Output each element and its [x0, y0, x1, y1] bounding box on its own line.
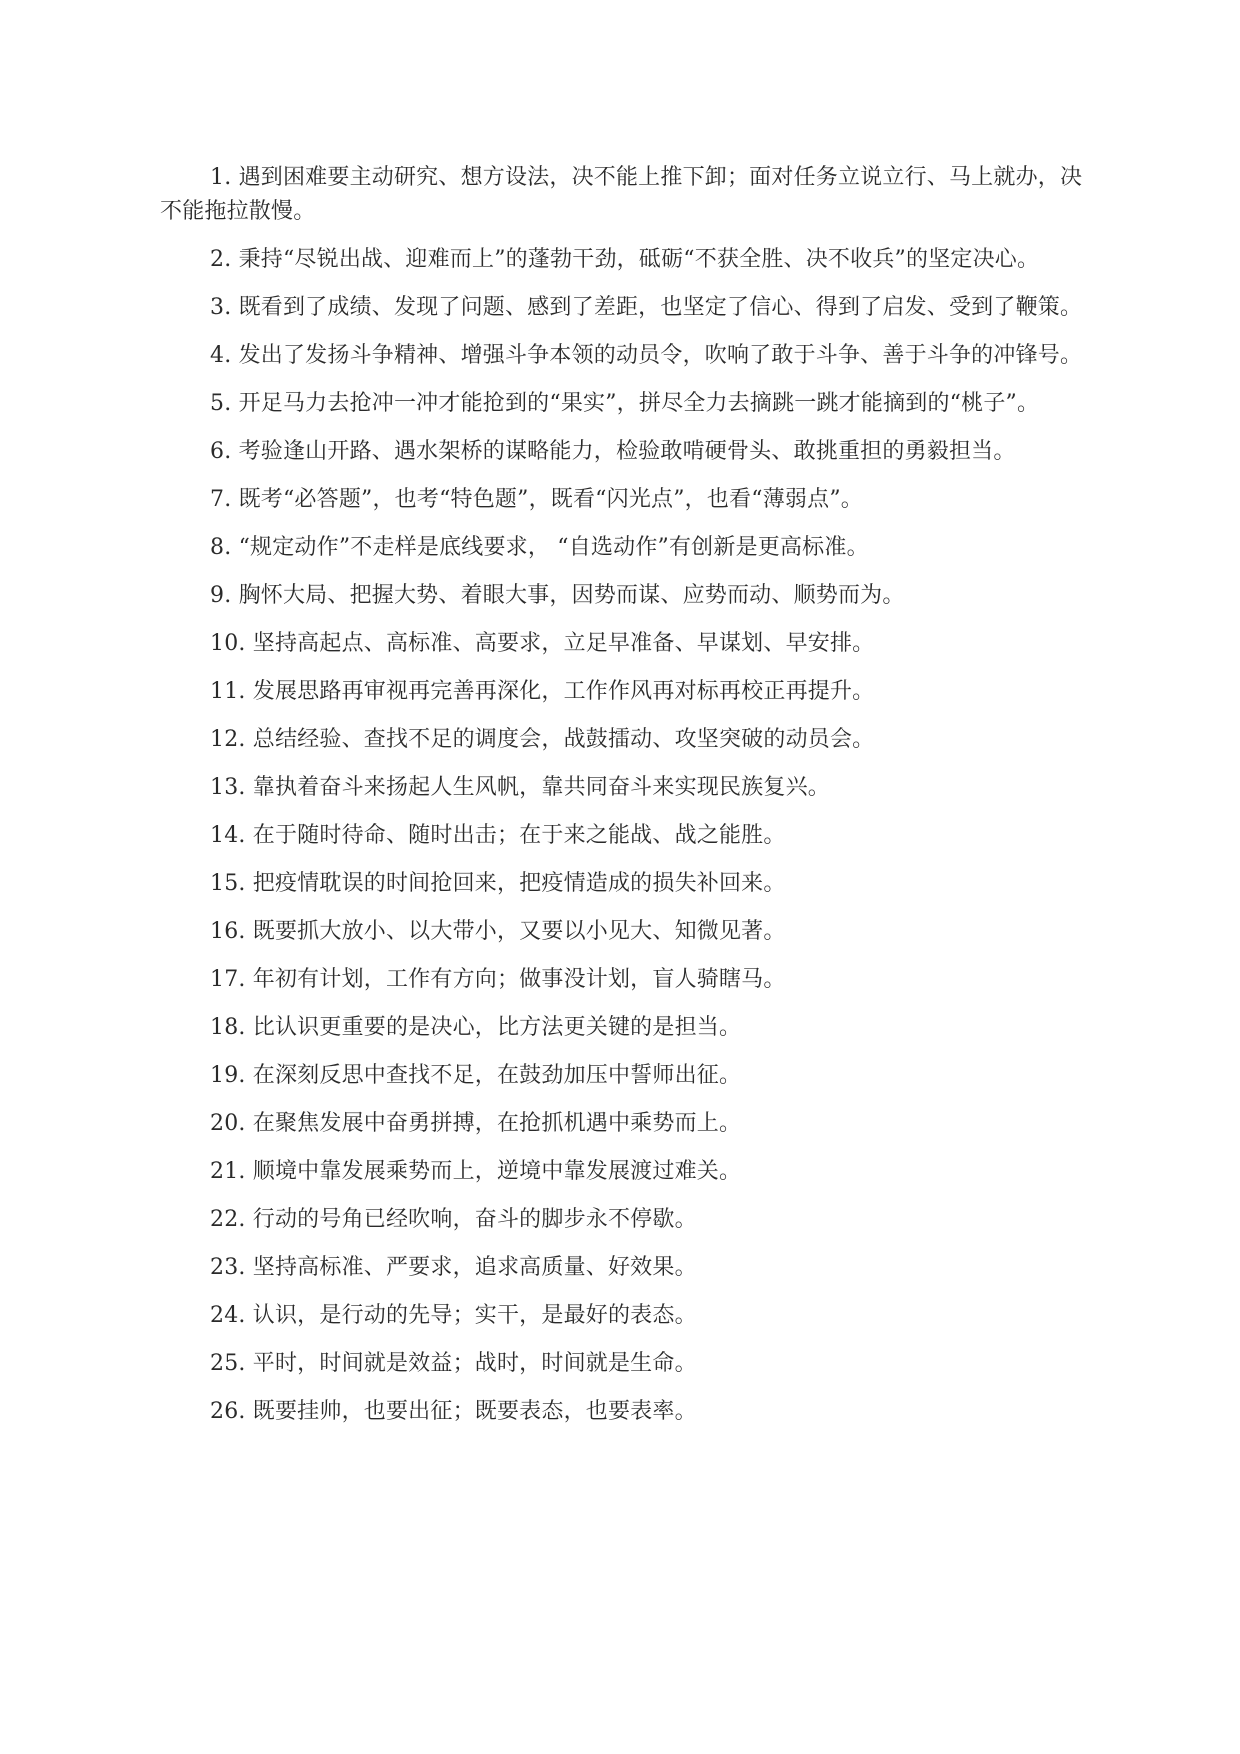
list-item-10: 10. 坚持高起点、高标准、高要求，立足早准备、早谋划、早安排。 [210, 631, 875, 656]
list-item-5: 5. 开足马力去抢冲一冲才能抢到的“果实”，拼尽全力去摘跳一跳才能摘到的“桃子”。 [210, 391, 1040, 416]
list-item-1: 1. 遇到困难要主动研究、想方设法，决不能上推下卸；面对任务立说立行、马上就办，决不能拖拉散慢。 [160, 165, 1083, 224]
list-item-14: 14. 在于随时待命、随时出击；在于来之能战、战之能胜。 [210, 823, 786, 848]
list-item-12: 12. 总结经验、查找不足的调度会，战鼓擂动、攻坚突破的动员会。 [210, 727, 875, 752]
list-item-23: 23. 坚持高标准、严要求，追求高质量、好效果。 [210, 1255, 697, 1280]
list-item-22: 22. 行动的号角已经吹响，奋斗的脚步永不停歇。 [210, 1207, 697, 1232]
list-item-18: 18. 比认识更重要的是决心，比方法更关键的是担当。 [210, 1015, 742, 1040]
list-item-24: 24. 认识，是行动的先导；实干，是最好的表态。 [210, 1303, 697, 1328]
list-item-6: 6. 考验逢山开路、遇水架桥的谋略能力，检验敢啃硬骨头、敢挑重担的勇毅担当。 [210, 439, 1016, 464]
list-item-3: 3. 既看到了成绩、发现了问题、感到了差距，也坚定了信心、得到了启发、受到了鞭策。 [210, 295, 1083, 320]
list-item-4: 4. 发出了发扬斗争精神、增强斗争本领的动员令，吹响了敢于斗争、善于斗争的冲锋号。 [210, 343, 1083, 368]
list-item-21: 21. 顺境中靠发展乘势而上，逆境中靠发展渡过难关。 [210, 1159, 742, 1184]
list-item-13: 13. 靠执着奋斗来扬起人生风帆，靠共同奋斗来实现民族复兴。 [210, 775, 830, 800]
list-item-17: 17. 年初有计划，工作有方向；做事没计划，盲人骑瞎马。 [210, 967, 786, 992]
list-item-7: 7. 既考“必答题”，也考“特色题”，既看“闪光点”，也看“薄弱点”。 [210, 487, 863, 512]
list-item-16: 16. 既要抓大放小、以大带小，又要以小见大、知微见著。 [210, 919, 786, 944]
list-item-20: 20. 在聚焦发展中奋勇拼搏，在抢抓机遇中乘势而上。 [210, 1111, 742, 1136]
numbered-list [160, 161, 1095, 1443]
list-item-19: 19. 在深刻反思中查找不足，在鼓劲加压中誓师出征。 [210, 1063, 742, 1088]
list-item-25: 25. 平时，时间就是效益；战时，时间就是生命。 [210, 1351, 697, 1376]
list-item-11: 11. 发展思路再审视再完善再深化，工作作风再对标再校正再提升。 [210, 679, 875, 704]
list-item-26: 26. 既要挂帅，也要出征；既要表态，也要表率。 [210, 1399, 697, 1424]
list-item-8: 8. “规定动作”不走样是底线要求， “自选动作”有创新是更高标准。 [210, 535, 869, 560]
list-item-2: 2. 秉持“尽锐出战、迎难而上”的蓬勃干劲，砥砺“不获全胜、决不收兵”的坚定决心。 [210, 247, 1040, 272]
list-item-9: 9. 胸怀大局、把握大势、着眼大事，因势而谋、应势而动、顺势而为。 [210, 583, 905, 608]
list-item-15: 15. 把疫情耽误的时间抢回来，把疫情造成的损失补回来。 [210, 871, 786, 896]
